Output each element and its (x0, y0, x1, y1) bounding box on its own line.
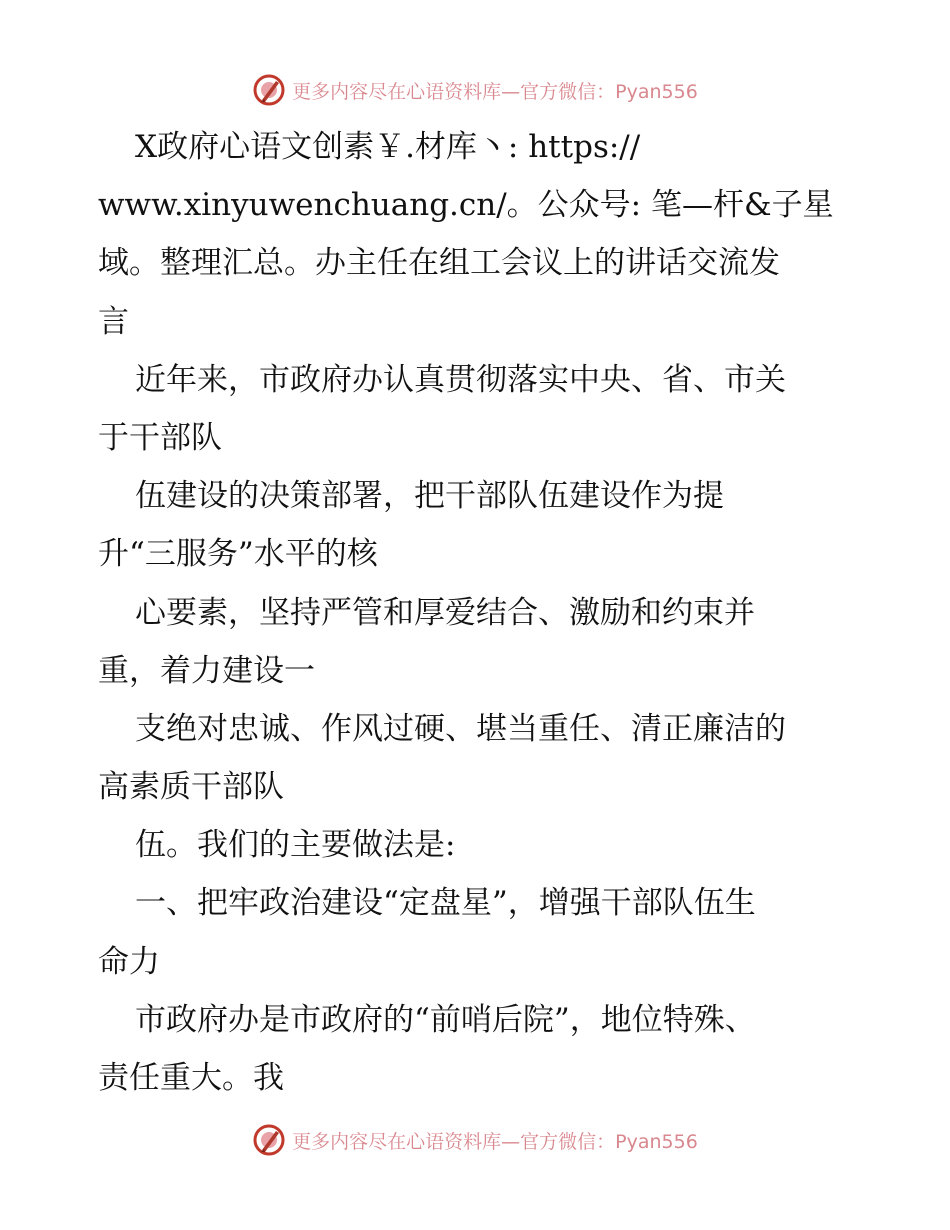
text-line: www.xinyuwenchuang.cn/。公众号: 笔—杆&子星 (98, 187, 834, 224)
text-line: 高素质干部队 (98, 769, 284, 806)
header-watermark-text: 更多内容尽在心语资料库—官方微信：Pyan556 (292, 80, 698, 103)
text-line: 伍。我们的主要做法是: (135, 827, 456, 864)
text-line: 支绝对忠诚、作风过硬、堪当重任、清正廉洁的 (135, 710, 786, 747)
quill-circle-logo-icon (252, 1123, 286, 1157)
text-line: 伍建设的决策部署，把干部队伍建设作为提 (135, 478, 724, 515)
text-line: 责任重大。我 (98, 1060, 284, 1096)
text-line: 言 (98, 303, 129, 340)
header-watermark-banner (0, 70, 950, 110)
text-line: 升“三服务”水平的核 (98, 536, 378, 573)
text-line: 心要素，坚持严管和厚爱结合、激励和约束并 (135, 594, 755, 631)
footer-watermark-text: 更多内容尽在心语资料库—官方微信：Pyan556 (292, 1130, 698, 1153)
text-line: 一、把牢政治建设“定盘星”，增强干部队伍生 (135, 885, 756, 922)
text-line: 命力 (98, 943, 160, 980)
text-line: 市政府办是市政府的“前哨后院”，地位特殊、 (135, 1001, 756, 1038)
text-line: X政府心语文创素￥.材库丶: https:// (135, 129, 641, 165)
footer-watermark-banner (0, 1120, 950, 1160)
text-line: 近年来，市政府办认真贯彻落实中央、省、市关 (135, 361, 786, 398)
document-body (98, 118, 868, 1107)
text-line: 域。整理汇总。办主任在组工会议上的讲话交流发 (98, 245, 780, 282)
text-line: 重，着力建设一 (98, 652, 315, 689)
quill-circle-logo-icon (252, 73, 286, 107)
text-line: 于干部队 (98, 419, 222, 456)
